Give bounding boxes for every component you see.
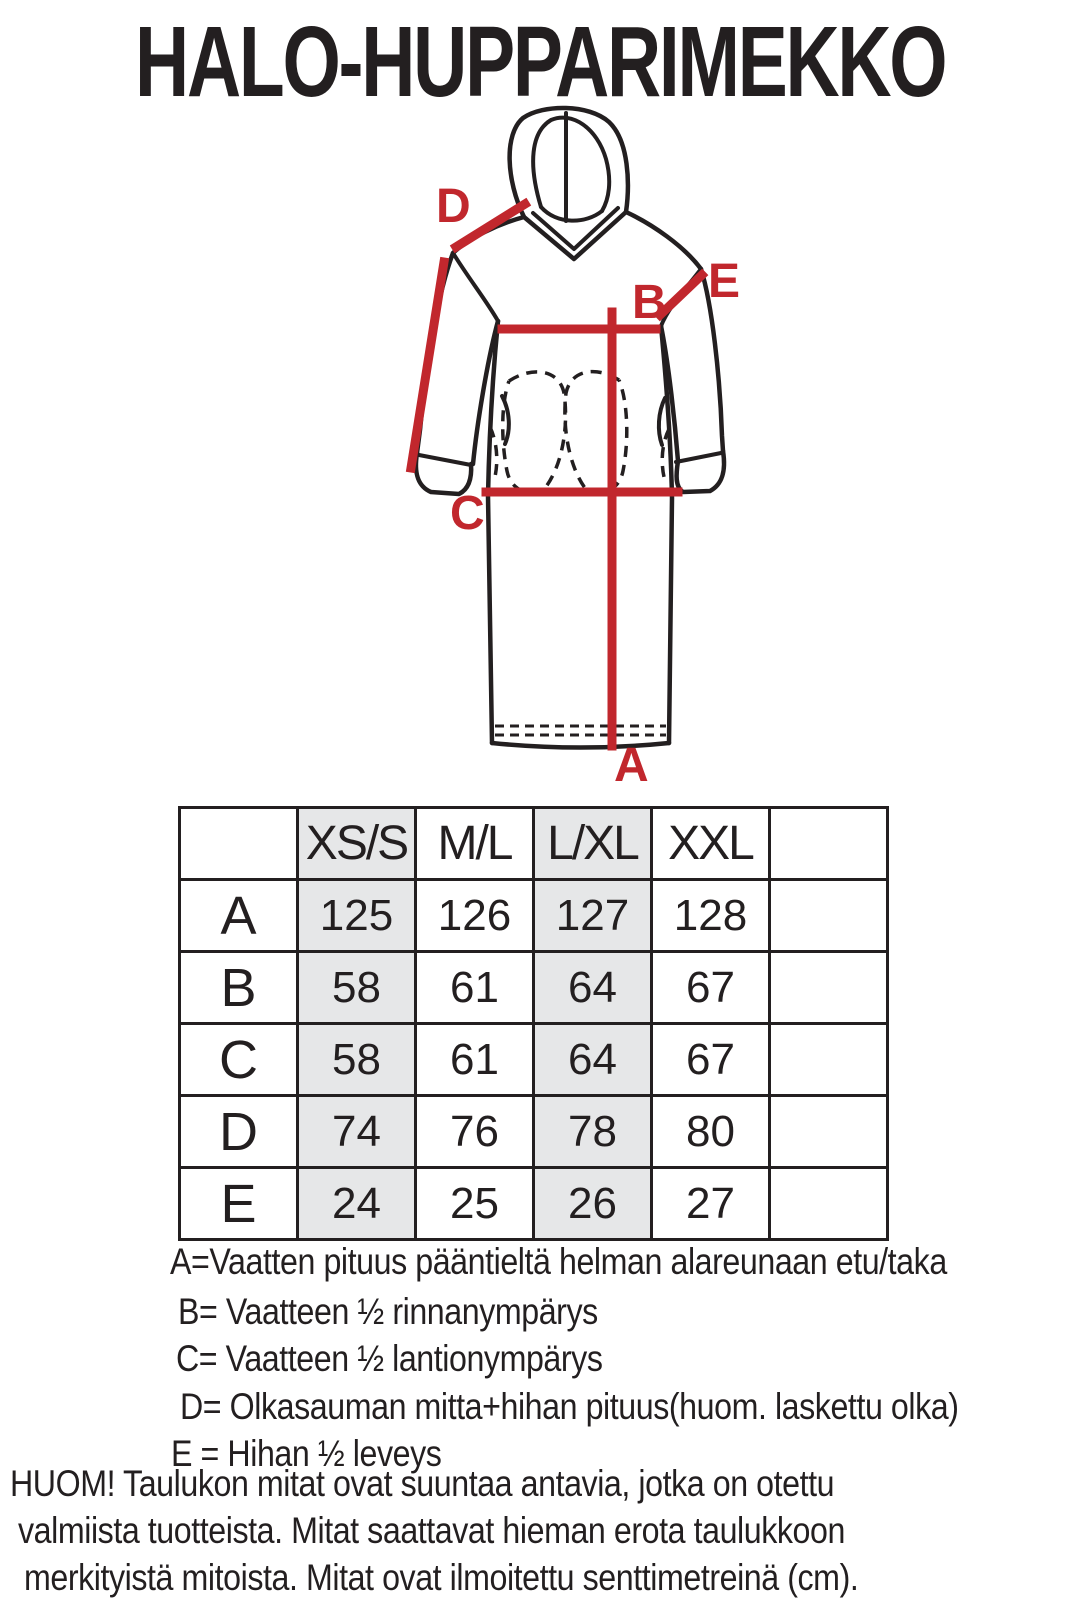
measurement-label-c: C <box>450 487 485 540</box>
cell-c-ml: 61 <box>416 1024 534 1096</box>
legend-line-c: C= Vaatteen ½ lantionympärys <box>176 1338 603 1379</box>
cell-a-empty <box>770 880 888 952</box>
legend-line-a: A=Vaatten pituus pääntieltä helman alareunaan etu/taka <box>170 1241 947 1282</box>
legend-line-b: B= Vaatteen ½ rinnanympärys <box>178 1291 598 1332</box>
measurement-label-d: D <box>436 180 471 233</box>
row-label-a: A <box>180 880 298 952</box>
measurement-label-e: E <box>708 255 741 308</box>
table-row-b <box>180 952 888 1024</box>
cell-b-xxl: 67 <box>652 952 770 1024</box>
cell-d-ml: 76 <box>416 1096 534 1168</box>
cell-d-empty <box>770 1096 888 1168</box>
table-row-e <box>180 1168 888 1240</box>
cell-b-ml: 61 <box>416 952 534 1024</box>
legend-line-e: E = Hihan ½ leveys <box>171 1433 442 1474</box>
right-cuff-band <box>676 453 721 462</box>
cell-e-ml: 25 <box>416 1168 534 1240</box>
cell-a-ml: 126 <box>416 880 534 952</box>
left-armhole-seam <box>453 253 498 321</box>
cell-c-empty <box>770 1024 888 1096</box>
cell-c-xxl: 67 <box>652 1024 770 1096</box>
cell-a-xxl: 128 <box>652 880 770 952</box>
note-line-3: merkityistä mitoista. Mitat ovat ilmoitettu senttimetreinä (cm). <box>24 1557 859 1598</box>
row-label-b: B <box>180 952 298 1024</box>
table-header-row <box>180 808 888 880</box>
header-cell-lxl: L/XL <box>534 808 652 880</box>
measurement-labels <box>436 180 740 792</box>
legend-line-d: D= Olkasauman mitta+hihan pituus(huom. laskettu olka) <box>180 1386 959 1427</box>
cell-a-lxl: 127 <box>534 880 652 952</box>
measurement-line-d-sleeve <box>411 262 444 468</box>
row-label-d: D <box>180 1096 298 1168</box>
cell-e-empty <box>770 1168 888 1240</box>
cell-e-xxl: 27 <box>652 1168 770 1240</box>
hood-opening-line <box>533 118 609 211</box>
row-label-e: E <box>180 1168 298 1240</box>
header-cell-xss: XS/S <box>298 808 416 880</box>
table-row-a <box>180 880 888 952</box>
note-line-1: HUOM! Taulukon mitat ovat suuntaa antavia, jotka on otettu <box>10 1463 835 1504</box>
row-label-c: C <box>180 1024 298 1096</box>
body-left-seam <box>488 321 498 743</box>
table-row-c <box>180 1024 888 1096</box>
cell-c-lxl: 64 <box>534 1024 652 1096</box>
header-cell-empty-right <box>770 808 888 880</box>
cell-e-xss: 24 <box>298 1168 416 1240</box>
cell-b-empty <box>770 952 888 1024</box>
cell-c-xss: 58 <box>298 1024 416 1096</box>
measurement-label-a: A <box>614 739 649 792</box>
cell-e-lxl: 26 <box>534 1168 652 1240</box>
right-shoulder-line <box>626 212 701 269</box>
cell-d-xss: 74 <box>298 1096 416 1168</box>
cell-d-xxl: 80 <box>652 1096 770 1168</box>
table-row-d <box>180 1096 888 1168</box>
cell-d-lxl: 78 <box>534 1096 652 1168</box>
cell-a-xss: 125 <box>298 880 416 952</box>
hood-chin-line <box>541 207 602 221</box>
header-cell-ml: M/L <box>416 808 534 880</box>
left-pocket-dashed <box>503 372 566 492</box>
header-cell-xxl: XXL <box>652 808 770 880</box>
left-cuff-band <box>419 455 471 465</box>
header-cell-empty <box>180 808 298 880</box>
cell-b-xss: 58 <box>298 952 416 1024</box>
measurement-label-b: B <box>632 276 667 329</box>
note-line-2: valmiista tuotteista. Mitat saattavat hieman erota taulukkoon <box>18 1510 845 1551</box>
right-pocket-dashed <box>565 372 627 492</box>
cell-b-lxl: 64 <box>534 952 652 1024</box>
page-title-text: HALO-HUPPARIMEKKO <box>135 6 946 118</box>
size-chart-table <box>178 806 889 1241</box>
